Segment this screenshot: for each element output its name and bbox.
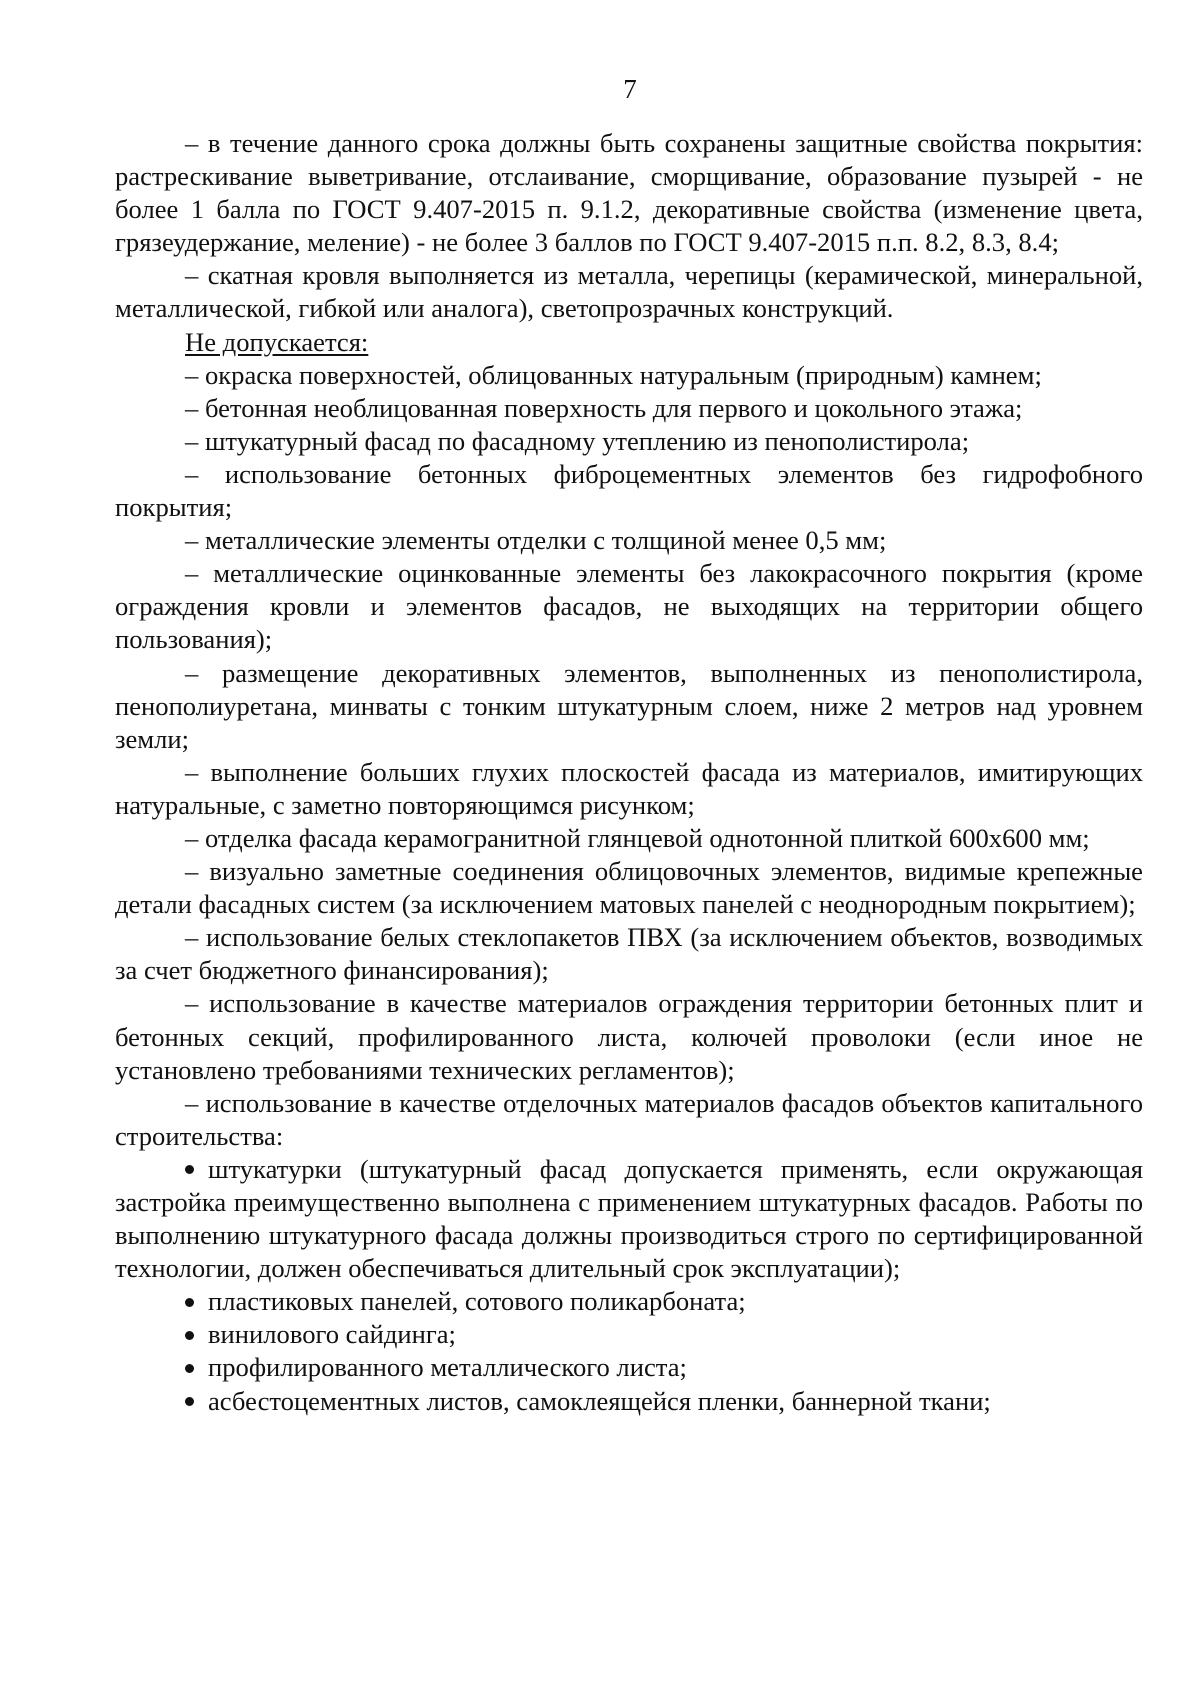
bullet-icon: [185, 1397, 194, 1406]
finishing-bullet-item: [115, 1318, 1143, 1351]
not-allowed-item: – бетонная необлицованная поверхность для первого и цокольного этажа;: [185, 392, 1023, 423]
bullet-icon: [185, 1364, 194, 1373]
not-allowed-item: – металлические элементы отделки с толщиной менее 0,5 мм;: [185, 525, 887, 556]
not-allowed-item: – отделка фасада керамогранитной глянцевой однотонной плиткой 600х600 мм;: [185, 822, 1090, 853]
finishing-bullet-text: пластиковых панелей, сотового поликарбоната;: [208, 1286, 746, 1317]
paragraph-pitched-roof: – скатная кровля выполняется из металла, черепицы (керамической, минеральной, металлической, гибкой или аналога), светопрозрачных конструкций.: [115, 260, 1143, 324]
finishing-bullet-item: [115, 1351, 1143, 1384]
not-allowed-item: – выполнение больших глухих плоскостей фасада из материалов, имитирующих натуральные, с заметно повторяющимся рисунком;: [115, 756, 1143, 820]
bullet-icon: [185, 1298, 194, 1307]
not-allowed-item: – использование в качестве отделочных материалов фасадов объектов капитального строительства:: [115, 1087, 1143, 1151]
finishing-bullet-text: профилированного металлического листа;: [208, 1352, 687, 1383]
finishing-bullet-item: [115, 1385, 1143, 1418]
bullet-icon: [185, 1331, 194, 1340]
not-allowed-item: – использование в качестве материалов ограждения территории бетонных плит и бетонных секций, профилированного листа, колючей проволоки (если иное не установлено требованиями технических регламентов);: [115, 988, 1143, 1085]
finishing-bullet-item: [115, 1285, 1143, 1318]
not-allowed-item: – использование бетонных фиброцементных элементов без гидрофобного покрытия;: [115, 458, 1143, 523]
bullet-icon: [185, 1165, 194, 1174]
finishing-bullet-text: асбестоцементных листов, самоклеящейся пленки, баннерной ткани;: [208, 1385, 991, 1416]
page-number: 7: [623, 74, 637, 104]
paragraph-protective-properties: – в течение данного срока должны быть сохранены защитные свойства покрытия: растрескивание выветривание, отслаивание, сморщивание, образование пузырей - не более 1 балла по ГОСТ 9.407-2015 п. 9.1.2, декоративные свойства (изменение цвета, грязеудержание, меление) - не более 3 баллов по ГОСТ 9.407-2015 п.п. 8.2, 8.3, 8.4;: [115, 128, 1143, 258]
finishing-bullet-text: штукатурки (штукатурный фасад допускается применять, если окружающая застройка преимущественно выполнена с применением штукатурных фасадов. Работы по выполнению штукатурного фасада должны производиться строго по сертифицированной технологии, должен обеспечиваться длительный срок эксплуатации);: [115, 1153, 1143, 1284]
not-allowed-item: – штукатурный фасад по фасадному утеплению из пенополистирола;: [185, 425, 970, 456]
finishing-bullet-text: винилового сайдинга;: [208, 1319, 456, 1350]
not-allowed-item: – использование белых стеклопакетов ПВХ (за исключением объектов, возводимых за счет бюджетного финансирования);: [115, 922, 1143, 986]
not-allowed-heading-line: [115, 326, 1143, 359]
not-allowed-heading: Не допускается:: [185, 326, 369, 357]
not-allowed-item: – металлические оцинкованные элементы без лакокрасочного покрытия (кроме ограждения кровли и элементов фасадов, не выходящих на территории общего пользования);: [115, 558, 1143, 655]
not-allowed-item: – окраска поверхностей, облицованных натуральным (природным) камнем;: [185, 359, 1042, 390]
document-body: [115, 127, 1143, 1418]
not-allowed-item: – визуально заметные соединения облицовочных элементов, видимые крепежные детали фасадных систем (за исключением матовых панелей с неоднородным покрытием);: [115, 856, 1143, 920]
finishing-bullet-item: [115, 1153, 1143, 1285]
not-allowed-item: – размещение декоративных элементов, выполненных из пенополистирола, пенополиуретана, минваты с тонким штукатурным слоем, ниже 2 метров над уровнем земли;: [115, 657, 1143, 754]
